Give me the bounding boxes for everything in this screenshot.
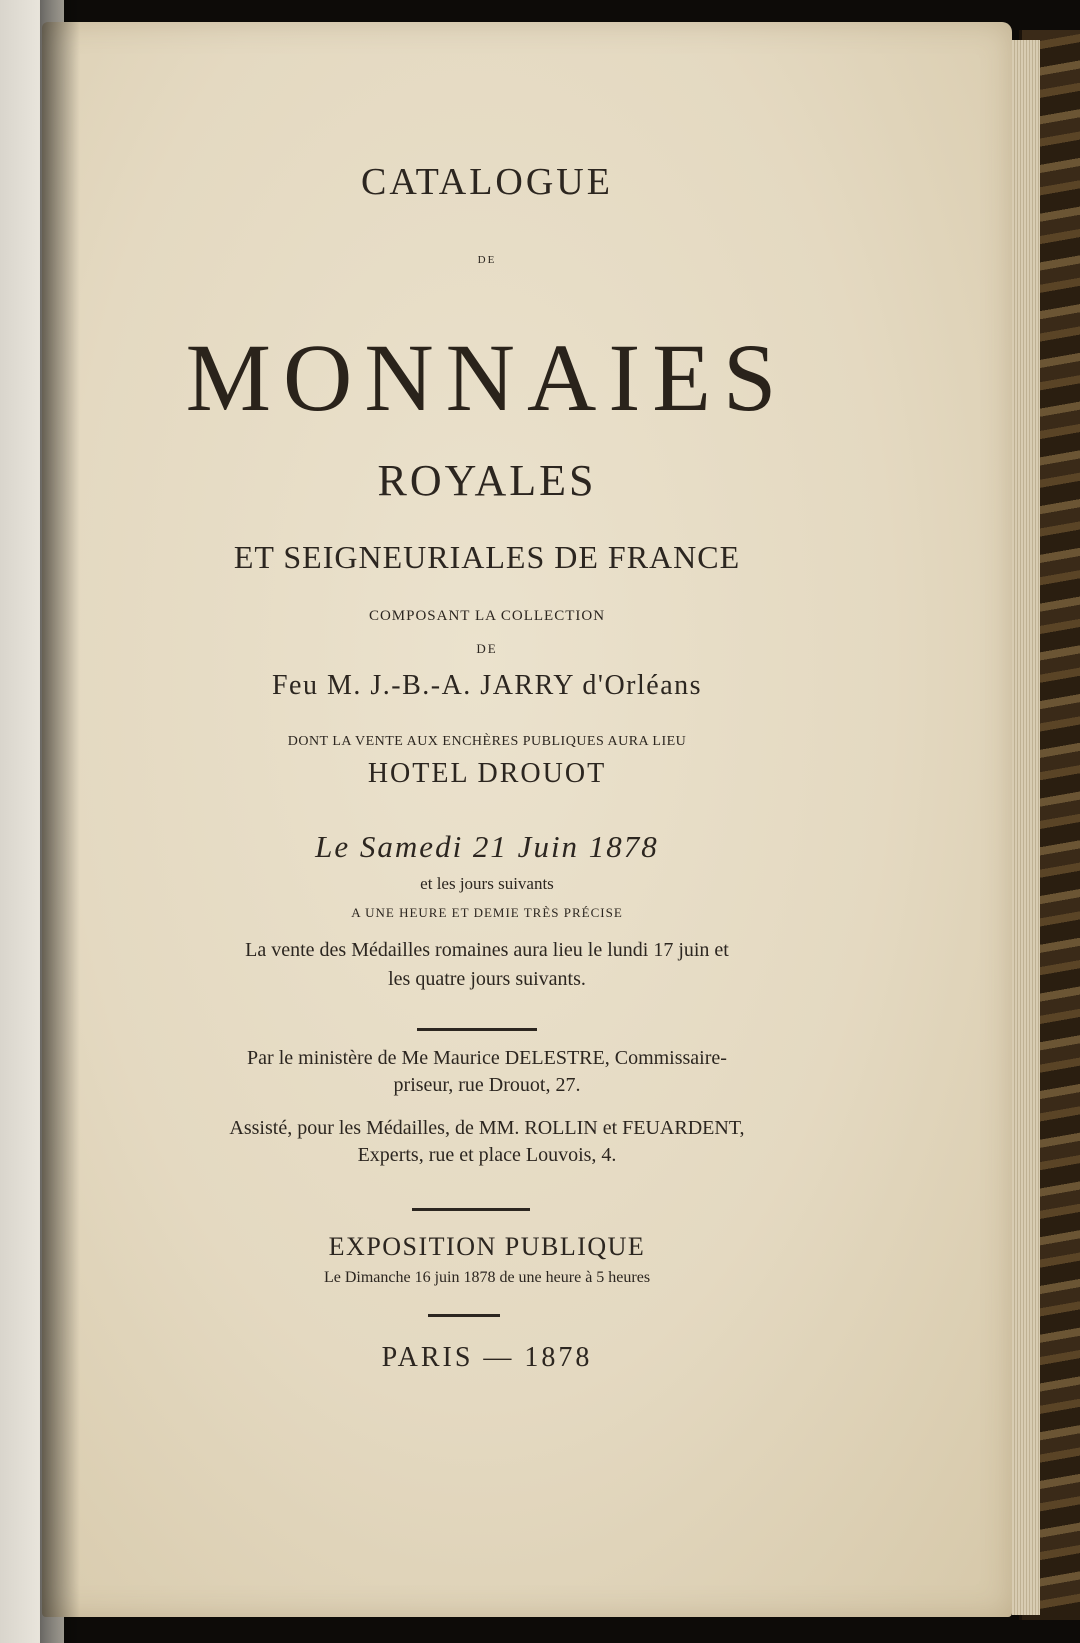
connector-de-2: DE xyxy=(476,641,498,656)
auctioneer-line1: Par le ministère de Me Maurice DELESTRE, Commissaire- xyxy=(247,1047,727,1069)
page-edges xyxy=(1012,40,1040,1615)
divider-rule xyxy=(417,1028,537,1031)
auctioneer-line2: priseur, rue Drouot, 27. xyxy=(393,1074,581,1096)
connector-de: DE xyxy=(477,254,497,266)
subheading-seigneuriales: ET SEIGNEURIALES DE FRANCE xyxy=(233,539,741,575)
auction-intro: DONT LA VENTE AUX ENCHÈRES PUBLIQUES AURA LIEU xyxy=(287,734,687,749)
auction-time: A UNE HEURE ET DEMIE TRÈS PRÉCISE xyxy=(351,905,623,920)
heading-royales: ROYALES xyxy=(377,456,597,505)
auction-date: Le Samedi 21 Juin 1878 xyxy=(315,829,659,864)
title-page xyxy=(42,22,1012,1617)
spine-shadow xyxy=(40,0,80,1643)
following-days: et les jours suivants xyxy=(420,874,554,893)
heading-monnaies: MONNAIES xyxy=(185,324,789,431)
exposition-heading: EXPOSITION PUBLIQUE xyxy=(328,1232,646,1261)
experts-line2: Experts, rue et place Louvois, 4. xyxy=(357,1144,617,1166)
roman-medals-note-line2: les quatre jours suivants. xyxy=(388,968,586,990)
imprint-place-year: PARIS — 1878 xyxy=(381,1342,593,1373)
divider-rule xyxy=(428,1314,500,1317)
exposition-date: Le Dimanche 16 juin 1878 de une heure à 5 heures xyxy=(323,1269,651,1286)
auction-venue: HOTEL DROUOT xyxy=(367,758,607,789)
divider-rule xyxy=(412,1208,530,1211)
roman-medals-note-line1: La vente des Médailles romaines aura lieu le lundi 17 juin et xyxy=(245,939,729,961)
collection-owner: Feu M. J.-B.-A. JARRY d'Orléans xyxy=(271,670,703,701)
experts-line1: Assisté, pour les Médailles, de MM. ROLLIN et FEUARDENT, xyxy=(229,1117,745,1139)
composant-line: COMPOSANT LA COLLECTION xyxy=(368,608,606,624)
heading-catalogue: CATALOGUE xyxy=(361,161,613,203)
